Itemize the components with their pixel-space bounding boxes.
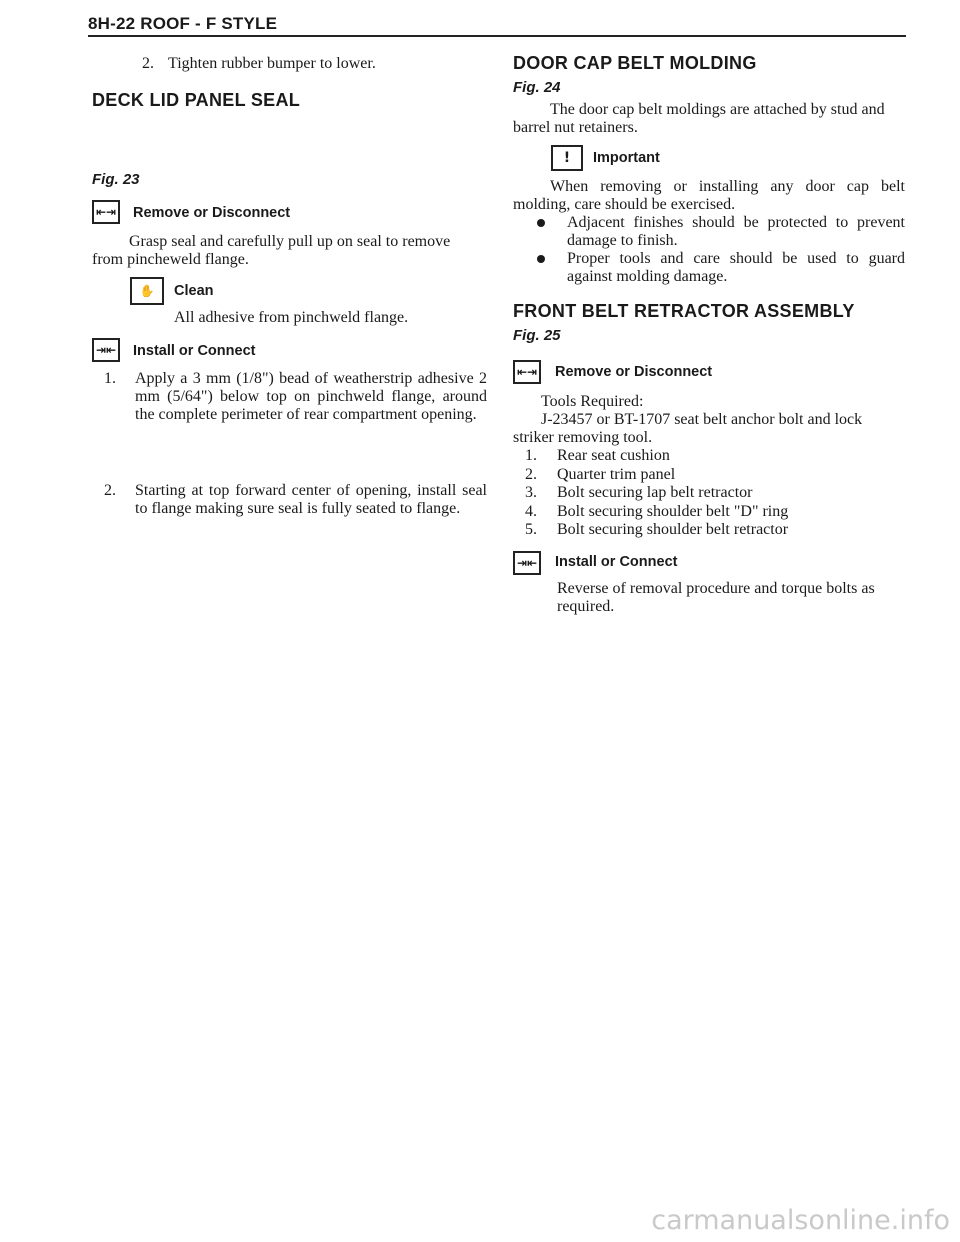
remove-disconnect-label: Remove or Disconnect — [133, 205, 291, 221]
section-title-door-cap: DOOR CAP BELT MOLDING — [513, 53, 757, 73]
clean-text: All adhesive from pinchweld flange. — [174, 309, 409, 326]
install-connect-icon: ⇥⇤ — [513, 551, 541, 575]
step-number: 3. — [525, 484, 537, 501]
step-number: 2. — [525, 465, 537, 483]
install-text: Reverse of removal procedure and torque bolts as required. — [557, 580, 875, 615]
watermark: carmanualsonline.info — [651, 1205, 950, 1236]
remove-disconnect-icon: ⇤⇥ — [513, 360, 541, 384]
door-cap-text: The door cap belt moldings are attached by stud and barrel nut retainers. — [513, 101, 885, 136]
step-number: 2. — [104, 482, 116, 499]
left-step-2-top — [142, 55, 482, 73]
important-text: When removing or installing any door cap belt molding, care should be exercised. — [513, 178, 905, 213]
list-item — [525, 502, 907, 522]
step-text: Bolt securing shoulder belt "D" ring — [557, 502, 789, 520]
bullet-dot — [537, 219, 545, 227]
step-text: Rear seat cushion — [557, 447, 670, 464]
step-number: 2. — [142, 55, 154, 72]
removal-steps — [525, 447, 907, 540]
step-text: Apply a 3 mm (1/8") bead of weatherstrip adhesive 2 mm (5/64") below top on pinchweld flange, around the complete perimeter of rear compartment opening. — [135, 370, 487, 423]
step-text: Bolt securing lap belt retractor — [557, 484, 753, 501]
step-number: 1. — [104, 370, 116, 387]
remove-disconnect-label: Remove or Disconnect — [555, 364, 713, 380]
remove-text: Grasp seal and carefully pull up on seal to remove from pincheweld flange. — [92, 233, 451, 268]
step-number: 4. — [525, 502, 537, 520]
install-connect-label: Install or Connect — [555, 554, 678, 570]
list-item — [525, 521, 907, 540]
install-step-2 — [104, 482, 487, 518]
step-text: Quarter trim panel — [557, 465, 676, 483]
step-text: Bolt securing shoulder belt retractor — [557, 521, 789, 538]
list-item — [525, 484, 907, 503]
step-number: 5. — [525, 521, 537, 538]
tools-text: J-23457 or BT-1707 seat belt anchor bolt and lock striker removing tool. — [513, 411, 863, 446]
step-number: 1. — [525, 447, 537, 464]
clean-icon: ✋ — [130, 277, 164, 305]
bullet-item: Proper tools and care should be used to guard against molding damage. — [567, 250, 905, 285]
important-icon: ! — [551, 145, 583, 171]
remove-disconnect-icon: ⇤⇥ — [92, 200, 120, 224]
install-connect-icon: ⇥⇤ — [92, 338, 120, 362]
section-title-deck-lid: DECK LID PANEL SEAL — [92, 90, 301, 110]
install-step-1 — [104, 370, 487, 424]
tools-required-label: Tools Required: — [541, 393, 644, 410]
fig-23-label: Fig. 23 — [92, 171, 140, 188]
section-title-front-belt: FRONT BELT RETRACTOR ASSEMBLY — [513, 301, 855, 321]
step-text: Tighten rubber bumper to lower. — [168, 55, 376, 72]
clean-label: Clean — [174, 283, 214, 299]
bullet-item: Adjacent finishes should be protected to prevent damage to finish. — [567, 214, 905, 249]
page-header: 8H-22 ROOF - F STYLE — [88, 14, 278, 33]
header-rule — [88, 35, 906, 37]
install-connect-label: Install or Connect — [133, 343, 256, 359]
fig-25-label: Fig. 25 — [513, 327, 561, 344]
bullet-dot — [537, 255, 545, 263]
list-item — [525, 465, 907, 485]
important-label: Important — [593, 150, 660, 166]
list-item — [525, 447, 907, 466]
step-text: Starting at top forward center of opening, install seal to flange making sure seal is fully seated to flange. — [135, 482, 487, 517]
fig-24-label: Fig. 24 — [513, 79, 561, 96]
